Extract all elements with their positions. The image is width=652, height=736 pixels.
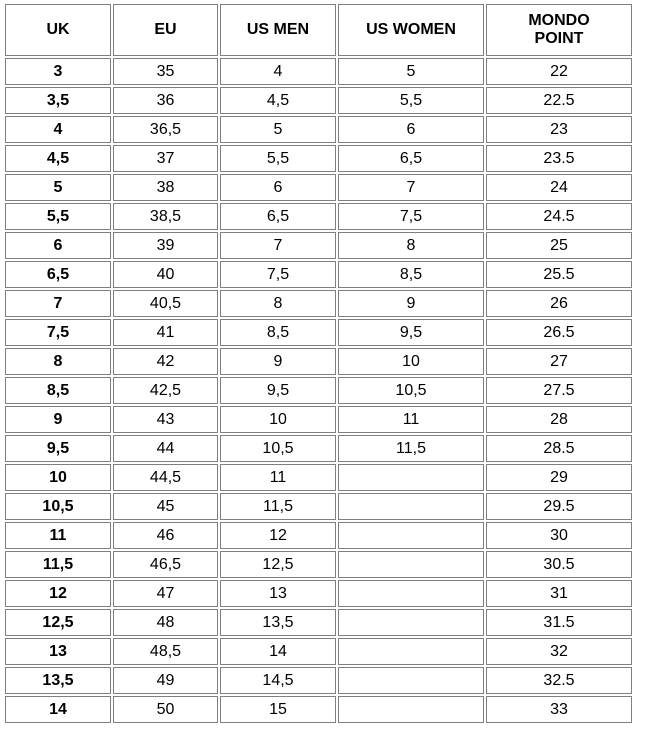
cell-mondo-point: 32.5 [486, 667, 632, 694]
cell-us-women: 5,5 [338, 87, 484, 114]
cell-us-men: 6,5 [220, 203, 336, 230]
cell-eu: 45 [113, 493, 218, 520]
table-row [5, 348, 632, 375]
table-row [5, 87, 632, 114]
cell-us-men: 7,5 [220, 261, 336, 288]
table-row [5, 232, 632, 259]
cell-us-men: 9,5 [220, 377, 336, 404]
cell-uk: 11,5 [5, 551, 111, 578]
table-row [5, 493, 632, 520]
cell-us-women: 7,5 [338, 203, 484, 230]
cell-us-women [338, 551, 484, 578]
cell-us-men: 14,5 [220, 667, 336, 694]
header-us-men: US MEN [220, 4, 336, 56]
cell-mondo-point: 27.5 [486, 377, 632, 404]
table-row [5, 696, 632, 723]
table-row [5, 551, 632, 578]
cell-us-women [338, 609, 484, 636]
cell-uk: 3,5 [5, 87, 111, 114]
cell-mondo-point: 31.5 [486, 609, 632, 636]
cell-eu: 36 [113, 87, 218, 114]
cell-mondo-point: 26 [486, 290, 632, 317]
cell-us-women [338, 493, 484, 520]
cell-uk: 5,5 [5, 203, 111, 230]
cell-us-women: 6,5 [338, 145, 484, 172]
cell-mondo-point: 22 [486, 58, 632, 85]
cell-eu: 49 [113, 667, 218, 694]
cell-mondo-point: 29.5 [486, 493, 632, 520]
header-uk: UK [5, 4, 111, 56]
cell-uk: 4,5 [5, 145, 111, 172]
cell-us-women: 5 [338, 58, 484, 85]
cell-uk: 10 [5, 464, 111, 491]
cell-uk: 3 [5, 58, 111, 85]
cell-eu: 37 [113, 145, 218, 172]
cell-us-women: 9 [338, 290, 484, 317]
cell-uk: 7 [5, 290, 111, 317]
cell-uk: 12,5 [5, 609, 111, 636]
table-row [5, 174, 632, 201]
cell-us-men: 4,5 [220, 87, 336, 114]
cell-uk: 12 [5, 580, 111, 607]
cell-uk: 5 [5, 174, 111, 201]
cell-mondo-point: 29 [486, 464, 632, 491]
cell-eu: 42 [113, 348, 218, 375]
cell-us-women [338, 638, 484, 665]
header-us-women: US WOMEN [338, 4, 484, 56]
cell-mondo-point: 33 [486, 696, 632, 723]
cell-us-men: 13 [220, 580, 336, 607]
size-conversion-table [3, 2, 634, 725]
cell-us-men: 6 [220, 174, 336, 201]
cell-us-women: 8,5 [338, 261, 484, 288]
cell-uk: 9,5 [5, 435, 111, 462]
cell-uk: 9 [5, 406, 111, 433]
table-row [5, 609, 632, 636]
cell-eu: 50 [113, 696, 218, 723]
cell-us-men: 10,5 [220, 435, 336, 462]
cell-uk: 13 [5, 638, 111, 665]
cell-mondo-point: 28.5 [486, 435, 632, 462]
cell-uk: 13,5 [5, 667, 111, 694]
cell-mondo-point: 24.5 [486, 203, 632, 230]
header-mondo-point [486, 4, 632, 56]
cell-us-women [338, 464, 484, 491]
cell-us-men: 10 [220, 406, 336, 433]
table-row [5, 203, 632, 230]
cell-us-women: 11 [338, 406, 484, 433]
cell-uk: 11 [5, 522, 111, 549]
cell-us-men: 14 [220, 638, 336, 665]
cell-us-men: 8,5 [220, 319, 336, 346]
cell-us-men: 12 [220, 522, 336, 549]
cell-uk: 4 [5, 116, 111, 143]
cell-eu: 40,5 [113, 290, 218, 317]
table-body [5, 58, 632, 723]
table-row [5, 319, 632, 346]
cell-eu: 48,5 [113, 638, 218, 665]
cell-uk: 8 [5, 348, 111, 375]
cell-eu: 47 [113, 580, 218, 607]
cell-us-men: 12,5 [220, 551, 336, 578]
table-row [5, 290, 632, 317]
cell-mondo-point: 30.5 [486, 551, 632, 578]
cell-eu: 38 [113, 174, 218, 201]
cell-eu: 46,5 [113, 551, 218, 578]
cell-us-women [338, 667, 484, 694]
cell-us-women: 8 [338, 232, 484, 259]
cell-mondo-point: 28 [486, 406, 632, 433]
table-row [5, 638, 632, 665]
cell-uk: 6,5 [5, 261, 111, 288]
cell-uk: 7,5 [5, 319, 111, 346]
cell-us-women: 10,5 [338, 377, 484, 404]
cell-us-men: 4 [220, 58, 336, 85]
cell-eu: 40 [113, 261, 218, 288]
table-row [5, 116, 632, 143]
cell-us-women: 7 [338, 174, 484, 201]
cell-eu: 48 [113, 609, 218, 636]
table-row [5, 464, 632, 491]
cell-us-men: 11 [220, 464, 336, 491]
cell-mondo-point: 23.5 [486, 145, 632, 172]
cell-eu: 38,5 [113, 203, 218, 230]
cell-us-men: 5 [220, 116, 336, 143]
header-row [5, 4, 632, 56]
cell-uk: 14 [5, 696, 111, 723]
header-mondo-point-line2: POINT [534, 30, 584, 47]
table-row [5, 377, 632, 404]
cell-eu: 35 [113, 58, 218, 85]
cell-mondo-point: 26.5 [486, 319, 632, 346]
cell-mondo-point: 22.5 [486, 87, 632, 114]
cell-mondo-point: 25.5 [486, 261, 632, 288]
cell-us-men: 11,5 [220, 493, 336, 520]
cell-us-women [338, 522, 484, 549]
cell-uk: 8,5 [5, 377, 111, 404]
cell-us-women [338, 696, 484, 723]
cell-us-women: 10 [338, 348, 484, 375]
cell-mondo-point: 23 [486, 116, 632, 143]
cell-uk: 10,5 [5, 493, 111, 520]
table-row [5, 261, 632, 288]
cell-us-women [338, 580, 484, 607]
cell-mondo-point: 31 [486, 580, 632, 607]
header-eu: EU [113, 4, 218, 56]
cell-us-men: 8 [220, 290, 336, 317]
table-row [5, 435, 632, 462]
cell-us-women: 6 [338, 116, 484, 143]
header-mondo-point-line1: MONDO [528, 12, 590, 29]
table-row [5, 667, 632, 694]
table-row [5, 145, 632, 172]
cell-us-men: 9 [220, 348, 336, 375]
cell-us-men: 15 [220, 696, 336, 723]
cell-eu: 43 [113, 406, 218, 433]
cell-eu: 42,5 [113, 377, 218, 404]
cell-eu: 36,5 [113, 116, 218, 143]
cell-mondo-point: 25 [486, 232, 632, 259]
table-row [5, 58, 632, 85]
cell-mondo-point: 30 [486, 522, 632, 549]
table-row [5, 522, 632, 549]
cell-eu: 44,5 [113, 464, 218, 491]
cell-mondo-point: 32 [486, 638, 632, 665]
table-header [5, 4, 632, 56]
cell-eu: 41 [113, 319, 218, 346]
cell-eu: 44 [113, 435, 218, 462]
cell-us-men: 13,5 [220, 609, 336, 636]
cell-us-women: 11,5 [338, 435, 484, 462]
cell-us-men: 7 [220, 232, 336, 259]
table-row [5, 406, 632, 433]
cell-us-women: 9,5 [338, 319, 484, 346]
cell-eu: 39 [113, 232, 218, 259]
cell-mondo-point: 27 [486, 348, 632, 375]
cell-mondo-point: 24 [486, 174, 632, 201]
cell-eu: 46 [113, 522, 218, 549]
table-row [5, 580, 632, 607]
cell-us-men: 5,5 [220, 145, 336, 172]
cell-uk: 6 [5, 232, 111, 259]
